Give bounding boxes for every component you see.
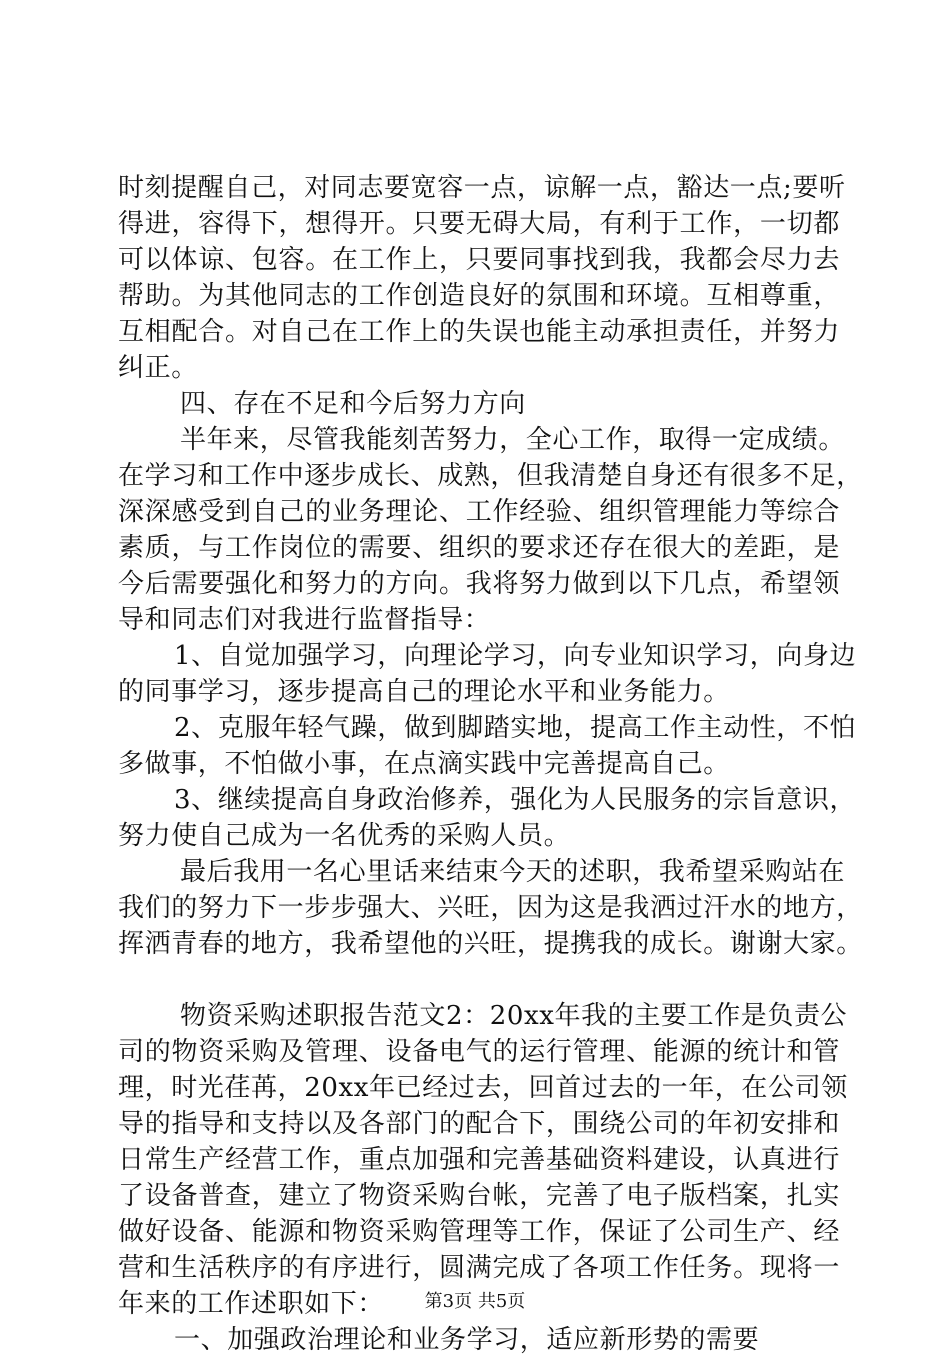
page-number-footer: 第3页 共5页 (424, 1291, 526, 1312)
text-line: 半年来，尽管我能刻苦努力，全心工作，取得一定成绩。 (180, 425, 846, 455)
section-heading: 一、加强政治理论和业务学习，适应新形势的需要 (174, 1325, 760, 1355)
text-line: 营和生活秩序的有序进行，圆满完成了各项工作任务。现将一 (118, 1253, 840, 1283)
section-heading: 四、存在不足和今后努力方向 (180, 389, 526, 419)
text-line: 可以体谅、包容。在工作上，只要同事找到我，我都会尽力去 (118, 245, 840, 275)
blank-line (118, 962, 840, 998)
text-line: 素质，与工作岗位的需要、组织的要求还存在很大的差距，是 (118, 533, 840, 563)
text-line: 帮助。为其他同志的工作创造良好的氛围和环境。互相尊重， (118, 281, 840, 311)
text-line: 物资采购述职报告范文2：20xx年我的主要工作是负责公 (180, 1001, 848, 1031)
text-line: 日常生产经营工作，重点加强和完善基础资料建设，认真进行 (118, 1145, 840, 1175)
text-line: 做好设备、能源和物资采购管理等工作，保证了公司生产、经 (118, 1217, 840, 1247)
text-line: 深深感受到自己的业务理论、工作经验、组织管理能力等综合 (118, 497, 840, 527)
list-item: 1、自觉加强学习，向理论学习，向专业知识学习，向身边 (174, 641, 857, 671)
text-line: 多做事，不怕做小事，在点滴实践中完善提高自己。 (118, 749, 730, 779)
text-line: 互相配合。对自己在工作上的失误也能主动承担责任，并努力 (118, 317, 840, 347)
text-line: 的同事学习，逐步提高自己的理论水平和业务能力。 (118, 677, 730, 707)
text-line: 年来的工作述职如下： (118, 1289, 385, 1319)
document-body (118, 170, 863, 1358)
text-line: 挥洒青春的地方，我希望他的兴旺，提携我的成长。谢谢大家。 (118, 929, 863, 959)
text-line: 最后我用一名心里话来结束今天的述职，我希望采购站在 (180, 857, 846, 887)
text-line: 努力使自己成为一名优秀的采购人员。 (118, 821, 571, 851)
text-line: 司的物资采购及管理、设备电气的运行管理、能源的统计和管 (118, 1037, 840, 1067)
text-line: 得进，容得下，想得开。只要无碍大局，有利于工作，一切都 (118, 209, 840, 239)
text-line: 导和同志们对我进行监督指导： (118, 605, 491, 635)
text-line: 时刻提醒自己，对同志要宽容一点，谅解一点，豁达一点;要听 (118, 173, 846, 203)
text-line: 理，时光荏苒，20xx年已经过去，回首过去的一年，在公司领 (118, 1073, 848, 1103)
text-line: 纠正。 (118, 353, 198, 383)
text-line: 了设备普查，建立了物资采购台帐，完善了电子版档案，扎实 (118, 1181, 840, 1211)
text-line: 我们的努力下一步步强大、兴旺，因为这是我洒过汗水的地方， (118, 893, 863, 923)
text-line: 导的指导和支持以及各部门的配合下，围绕公司的年初安排和 (118, 1109, 840, 1139)
list-item: 2、克服年轻气躁，做到脚踏实地，提高工作主动性，不怕 (174, 713, 857, 743)
list-item: 3、继续提高自身政治修养，强化为人民服务的宗旨意识， (174, 785, 857, 815)
text-line: 今后需要强化和努力的方向。我将努力做到以下几点，希望领 (118, 569, 840, 599)
text-line: 在学习和工作中逐步成长、成熟，但我清楚自身还有很多不足， (118, 461, 863, 491)
